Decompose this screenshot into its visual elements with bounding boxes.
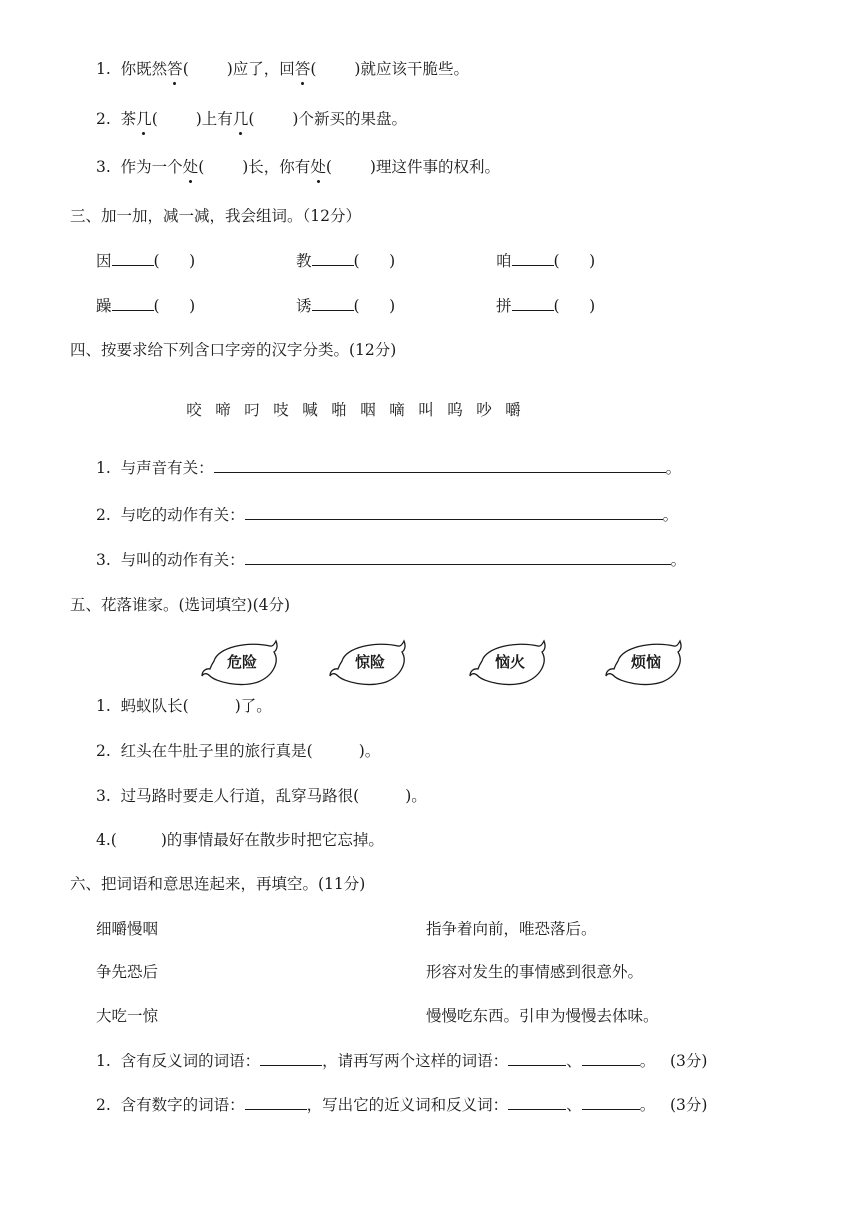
question-text: 3. 与叫的动作有关： — [96, 551, 245, 569]
period: 。 — [639, 1052, 656, 1070]
char-item: 咬 — [186, 401, 202, 419]
question-number: 3. — [96, 158, 111, 176]
score-label: (3分) — [669, 1096, 708, 1114]
char-item: 吵 — [476, 401, 492, 419]
char-item: 咽 — [360, 401, 376, 419]
dotted-char: 答 — [167, 60, 183, 78]
question-text: )。 — [405, 787, 427, 805]
section-6-title: 六、把词语和意思连起来，再填空。(11分) — [70, 875, 366, 893]
answer-line[interactable] — [214, 457, 666, 473]
paren-blank[interactable]: ( ) — [553, 252, 596, 270]
paren-blank[interactable]: ( ) — [153, 297, 196, 315]
dotted-char: 处 — [310, 158, 326, 176]
idiom-left[interactable]: 争先恐后 — [96, 963, 159, 981]
dotted-char: 处 — [182, 158, 199, 176]
char-item: 叫 — [418, 401, 434, 419]
score-label: (3分) — [669, 1052, 708, 1070]
section-5-title: 五、花落谁家。(选词填空)(4分) — [70, 596, 291, 614]
blank-line[interactable] — [512, 250, 554, 266]
question-text: 4.( — [96, 831, 117, 849]
paren-open: ( — [182, 60, 189, 78]
char-item: 嚼 — [505, 401, 521, 419]
question-text: ，请再写两个这样的词语： — [322, 1052, 509, 1070]
leaf-word-card — [468, 638, 550, 688]
question-text: 2. 与吃的动作有关： — [96, 506, 245, 524]
question-text: )的事情最好在散步时把它忘掉。 — [160, 831, 384, 849]
question-text: )了。 — [234, 697, 272, 715]
answer-line[interactable] — [508, 1050, 566, 1066]
leaf-word: 惊险 — [354, 653, 385, 671]
answer-line[interactable] — [582, 1094, 640, 1110]
question-text: )理这件事的权利。 — [369, 158, 500, 176]
char-item: 呜 — [447, 401, 463, 419]
leaf-word: 恼火 — [494, 653, 525, 671]
paren-blank[interactable]: ( ) — [353, 297, 396, 315]
idiom-question-2 — [96, 1094, 707, 1116]
question-text: 2. 含有数字的词语： — [96, 1096, 245, 1114]
word-add-item — [496, 250, 595, 272]
period: 。 — [670, 551, 687, 569]
question-text: 1. 与声音有关： — [96, 459, 214, 477]
word-add-item — [96, 250, 195, 272]
blank-line[interactable] — [112, 295, 154, 311]
period: 。 — [639, 1096, 656, 1114]
period: 。 — [662, 506, 679, 524]
question-text: )。 — [358, 742, 381, 760]
base-char: 诱 — [296, 297, 312, 315]
leaf-word-card — [604, 638, 686, 688]
idiom-question-1 — [96, 1050, 707, 1072]
paren-open: ( — [151, 110, 158, 128]
paren-open: ( — [310, 60, 317, 78]
meaning-right[interactable]: 慢慢吃东西。引申为慢慢去体味。 — [426, 1007, 659, 1025]
paren-open: ( — [248, 110, 255, 128]
question-text: ，写出它的近义词和反义词： — [306, 1096, 509, 1114]
classify-question-2 — [96, 504, 678, 526]
answer-line[interactable] — [582, 1050, 640, 1066]
question-text: )长，你有 — [242, 158, 311, 176]
answer-line[interactable] — [245, 1094, 307, 1110]
blank-line[interactable] — [312, 250, 354, 266]
blank-line[interactable] — [312, 295, 354, 311]
word-add-item — [96, 295, 195, 317]
question-text: 你既然 — [120, 60, 168, 78]
question-number: 1. — [96, 60, 111, 78]
question-text: 茶 — [120, 110, 137, 128]
classify-question-3 — [96, 549, 686, 571]
fill-question-4 — [96, 829, 384, 851]
paren-blank[interactable]: ( ) — [553, 297, 596, 315]
char-item: 喊 — [302, 401, 318, 419]
blank-line[interactable] — [112, 250, 154, 266]
paren-blank[interactable]: ( ) — [153, 252, 196, 270]
base-char: 因 — [96, 252, 112, 270]
base-char: 躁 — [96, 297, 112, 315]
char-item: 啼 — [215, 401, 231, 419]
answer-line[interactable] — [245, 549, 671, 565]
fill-question-1 — [96, 695, 272, 717]
question-2-3 — [96, 156, 500, 178]
word-add-item — [296, 295, 395, 317]
separator: 、 — [566, 1052, 582, 1070]
fill-question-3 — [96, 785, 427, 807]
question-number: 2. — [96, 110, 111, 128]
char-list — [180, 399, 528, 421]
section-4-title: 四、按要求给下列含口字旁的汉字分类。(12分) — [70, 341, 397, 359]
dotted-char: 几 — [232, 110, 249, 128]
answer-line[interactable] — [245, 504, 663, 520]
dotted-char: 几 — [136, 110, 152, 128]
char-item: 叼 — [244, 401, 260, 419]
answer-line[interactable] — [508, 1094, 566, 1110]
base-char: 教 — [296, 252, 312, 270]
paren-open: ( — [325, 158, 332, 176]
word-add-item — [496, 295, 595, 317]
meaning-right[interactable]: 形容对发生的事情感到很意外。 — [426, 963, 644, 981]
question-2-1 — [96, 58, 469, 80]
base-char: 咱 — [496, 252, 512, 270]
question-text: 1. 含有反义词的词语： — [96, 1052, 261, 1070]
idiom-left[interactable]: 细嚼慢咽 — [96, 920, 159, 938]
fill-question-2 — [96, 740, 380, 762]
leaf-word-card — [328, 638, 410, 688]
leaf-word: 危险 — [226, 653, 257, 671]
paren-blank[interactable]: ( ) — [353, 252, 396, 270]
char-item: 嘀 — [389, 401, 405, 419]
question-text: 3. 过马路时要走人行道，乱穿马路很( — [96, 787, 360, 805]
question-text: )应了，回 — [226, 60, 295, 78]
answer-line[interactable] — [260, 1050, 322, 1066]
section-3-title: 三、加一加，减一减，我会组词。（12分） — [70, 207, 361, 225]
question-text: 2. 红头在牛肚子里的旅行真是( — [96, 742, 313, 760]
question-text: )个新买的果盘。 — [292, 110, 407, 128]
idiom-left[interactable]: 大吃一惊 — [96, 1007, 159, 1025]
blank-line[interactable] — [512, 295, 554, 311]
leaf-word-card — [200, 638, 282, 688]
period: 。 — [665, 459, 682, 477]
word-add-item — [296, 250, 395, 272]
char-item: 吱 — [273, 401, 289, 419]
question-text: )就应该干脆些。 — [354, 60, 469, 78]
dotted-char: 答 — [294, 60, 311, 78]
classify-question-1 — [96, 457, 681, 479]
meaning-right[interactable]: 指争着向前，唯恐落后。 — [426, 920, 597, 938]
question-text: 1. 蚂蚁队长( — [96, 697, 189, 715]
question-2-2 — [96, 108, 407, 130]
question-text: 作为一个 — [120, 158, 183, 176]
separator: 、 — [566, 1096, 582, 1114]
base-char: 拼 — [496, 297, 512, 315]
question-text: )上有 — [195, 110, 233, 128]
char-item: 啪 — [331, 401, 347, 419]
leaf-word: 烦恼 — [630, 653, 661, 671]
paren-open: ( — [198, 158, 205, 176]
